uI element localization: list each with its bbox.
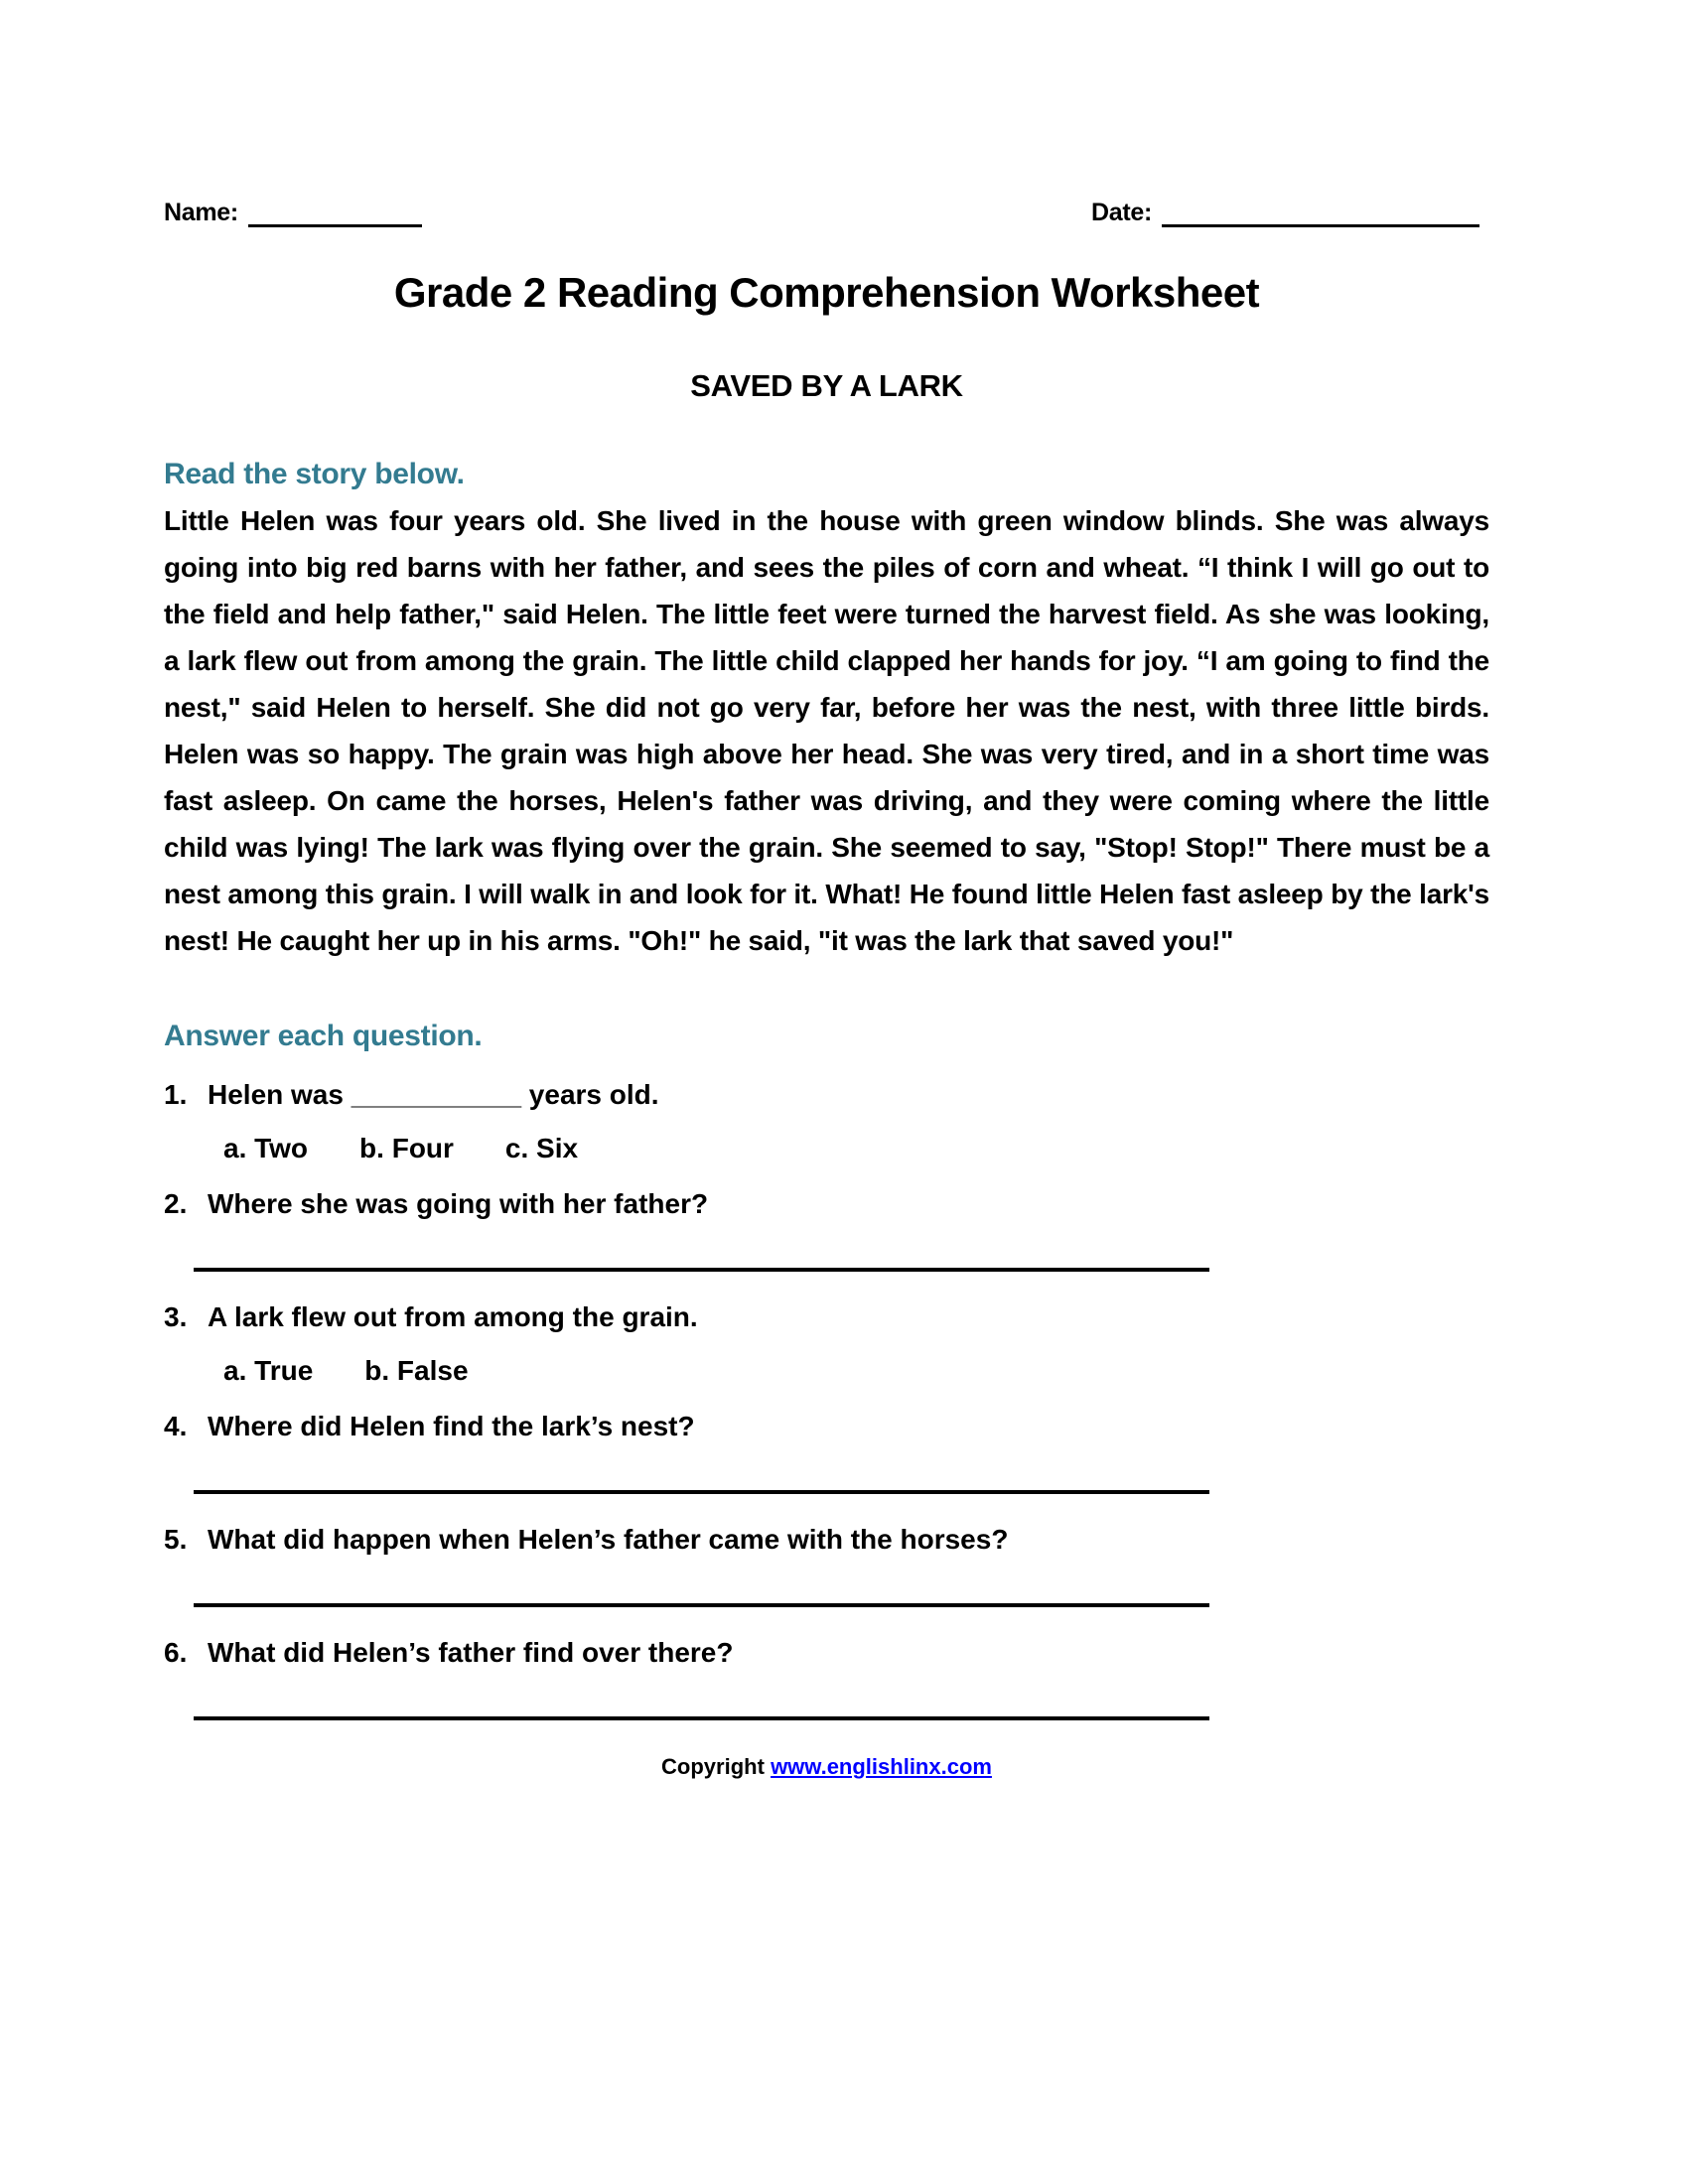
date-group [1091, 199, 1479, 227]
question-number: 6. [164, 1637, 188, 1668]
answer-line [194, 1603, 1209, 1607]
question-text: Helen was ___________ years old. [208, 1079, 659, 1110]
option-label: c. Six [504, 1133, 579, 1163]
question-text: What did happen when Helen’s father came with the horses? [208, 1524, 1009, 1555]
answer-line [194, 1268, 1209, 1272]
question-row [164, 1520, 1489, 1560]
copyright-line [164, 1754, 1489, 1780]
option-label: a. Two [223, 1133, 309, 1163]
question-row [164, 1075, 1489, 1115]
question-options [223, 1129, 1489, 1168]
question-row [164, 1407, 1489, 1446]
copyright-label: Copyright [661, 1754, 765, 1779]
question-row [164, 1297, 1489, 1337]
question-options [223, 1351, 1489, 1391]
option-label: a. True [223, 1355, 314, 1386]
name-label: Name: [164, 199, 238, 226]
story-title: SAVED BY A LARK [690, 368, 963, 403]
option-label: b. Four [359, 1133, 454, 1163]
option-label: b. False [364, 1355, 469, 1386]
question-text: A lark flew out from among the grain. [208, 1301, 698, 1332]
name-fill-line [248, 200, 422, 227]
question-number: 2. [164, 1188, 188, 1219]
question-row [164, 1184, 1489, 1224]
copyright-link[interactable]: www.englishlinx.com [771, 1754, 992, 1779]
story-text: Little Helen was four years old. She lived in the house with green window blinds. She was always going into big red barns with her father, and sees the piles of corn and wheat. “I think I will go out to the field and help father," said Helen. The little feet were turned the harvest field. As she was looking, a lark flew out from among the grain. The little child clapped her hands for joy. “I am going to find the nest," said Helen to herself. She did not go very far, before her was the nest, with three little birds. Helen was so happy. The grain was high above her head. She was very tired, and in a short time was fast asleep. On came the horses, Helen's father was driving, and they were coming where the little child was lying! The lark was flying over the grain. She seemed to say, "Stop! Stop!" There must be a nest among this grain. I will walk in and look for it. What! He found little Helen fast asleep by the lark's nest! He caught her up in his arms. "Oh!" he said, "it was the lark that saved you!" [164, 505, 1489, 956]
question-text: What did Helen’s father find over there? [208, 1637, 734, 1668]
question-number: 1. [164, 1079, 188, 1110]
question-text: Where she was going with her father? [208, 1188, 709, 1219]
question-row [164, 1633, 1489, 1673]
question-number: 4. [164, 1411, 188, 1441]
question-text: Where did Helen find the lark’s nest? [208, 1411, 695, 1441]
answer-line [194, 1716, 1209, 1720]
questions-list [164, 1075, 1489, 1720]
answer-questions-instruction: Answer each question. [164, 1020, 483, 1052]
answer-line [194, 1490, 1209, 1494]
question-number: 5. [164, 1524, 188, 1555]
page-title: Grade 2 Reading Comprehension Worksheet [393, 269, 1260, 316]
name-group [164, 199, 422, 227]
date-label: Date: [1090, 199, 1152, 226]
header-row [164, 199, 1489, 227]
date-fill-line [1162, 200, 1479, 227]
question-number: 3. [164, 1301, 188, 1332]
read-story-instruction: Read the story below. [164, 458, 465, 490]
